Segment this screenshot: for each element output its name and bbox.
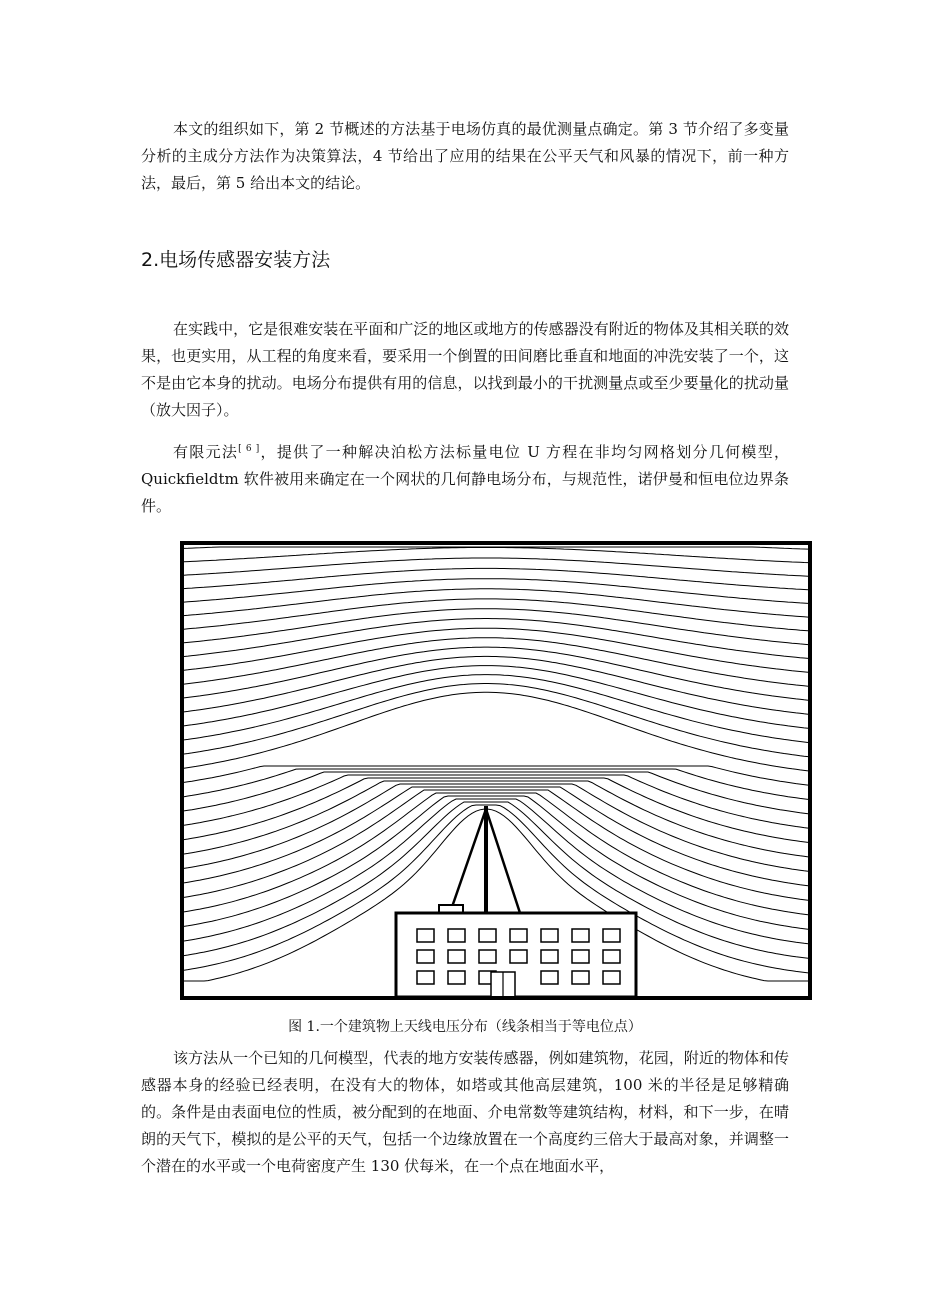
- building-window: [417, 950, 434, 963]
- method-paragraph: 该方法从一个已知的几何模型，代表的地方安装传感器，例如建筑物，花园，附近的物体和传感器本身的经验已经表明，在没有大的物体，如塔或其他高层建筑，100 米的半径是足够精确的。条件是由表面电位的性质，被分配到的在地面、介电常数等建筑结构，材料，和下一步，在晴朗的天气下，模拟的是公平的天气，包括一个边缘放置在一个高度约三倍大于最高对象，并调整一个潜在的水平或一个电荷密度产生 130 伏每米，在一个点在地面水平，: [141, 1049, 789, 1175]
- building-window: [541, 929, 558, 942]
- equipotential-line: [184, 558, 808, 576]
- building-window: [510, 950, 527, 963]
- equipotential-line: [184, 781, 808, 857]
- equipotential-line: [184, 609, 808, 645]
- intro-paragraph: 本文的组织如下，第 2 节概述的方法基于电场仿真的最优测量点确定。第 3 节介绍了多变量分析的主成分方法作为决策算法，4 节给出了应用的结果在公平天气和风暴的情况下，前一种方法，最后，第 5 给出本文的结论。: [141, 120, 789, 192]
- equipotential-line: [184, 692, 808, 771]
- practice-paragraph: 在实践中，它是很难安装在平面和广泛的地区或地方的传感器没有附近的物体及其相关联的效果，也更实用，从工程的角度来看，要采用一个倒置的田间磨比垂直和地面的冲洗安装了一个，这不是由它本身的扰动。电场分布提供有用的信息，以找到最小的干扰测量点或至少要量化的扰动量（放大因子）。: [141, 320, 789, 419]
- equipotential-line: [184, 589, 808, 617]
- equipotential-line: [184, 599, 808, 631]
- citation-ref: [ 6 ]: [238, 444, 260, 454]
- fem-text-after-ref: ，提供了一种解决泊松方法标量电位 U 方程在非均匀网格划分几何模型，Quickfieldtm 软件被用来确定在一个网状的几何静电场分布，与规范性，诺伊曼和恒电位边界条件。: [141, 443, 789, 515]
- mast-guy-wire-right: [486, 809, 520, 913]
- building-window: [572, 950, 589, 963]
- building-window: [510, 929, 527, 942]
- equipotential-line: [184, 579, 808, 604]
- building-window: [417, 929, 434, 942]
- building-window: [448, 929, 465, 942]
- section-heading: 2.电场传感器安装方法: [141, 249, 331, 271]
- fem-paragraph: [141, 436, 789, 520]
- mast-guy-wire-left: [452, 809, 486, 907]
- antenna-mast: [452, 806, 520, 913]
- fem-text-before-ref: 有限元法: [173, 443, 239, 461]
- building-window: [603, 950, 620, 963]
- building-window: [479, 929, 496, 942]
- building-window: [603, 929, 620, 942]
- equipotential-line: [184, 656, 808, 714]
- building-window: [541, 971, 558, 984]
- building-window: [603, 971, 620, 984]
- figure-caption: 图 1.一个建筑物上天线电压分布（线条相当于等电位点）: [288, 1019, 642, 1035]
- building-window: [417, 971, 434, 984]
- equipotential-line: [184, 619, 808, 659]
- building-window: [448, 950, 465, 963]
- building-window: [541, 950, 558, 963]
- building-window: [572, 929, 589, 942]
- equipotential-line: [184, 548, 808, 563]
- equipotential-line: [184, 778, 808, 842]
- building-window: [572, 971, 589, 984]
- building-window: [479, 950, 496, 963]
- equipotential-line: [184, 796, 808, 929]
- equipotential-line: [184, 638, 808, 687]
- equipotential-line: [184, 684, 808, 757]
- building-window: [448, 971, 465, 984]
- equipotential-figure: [180, 541, 812, 1001]
